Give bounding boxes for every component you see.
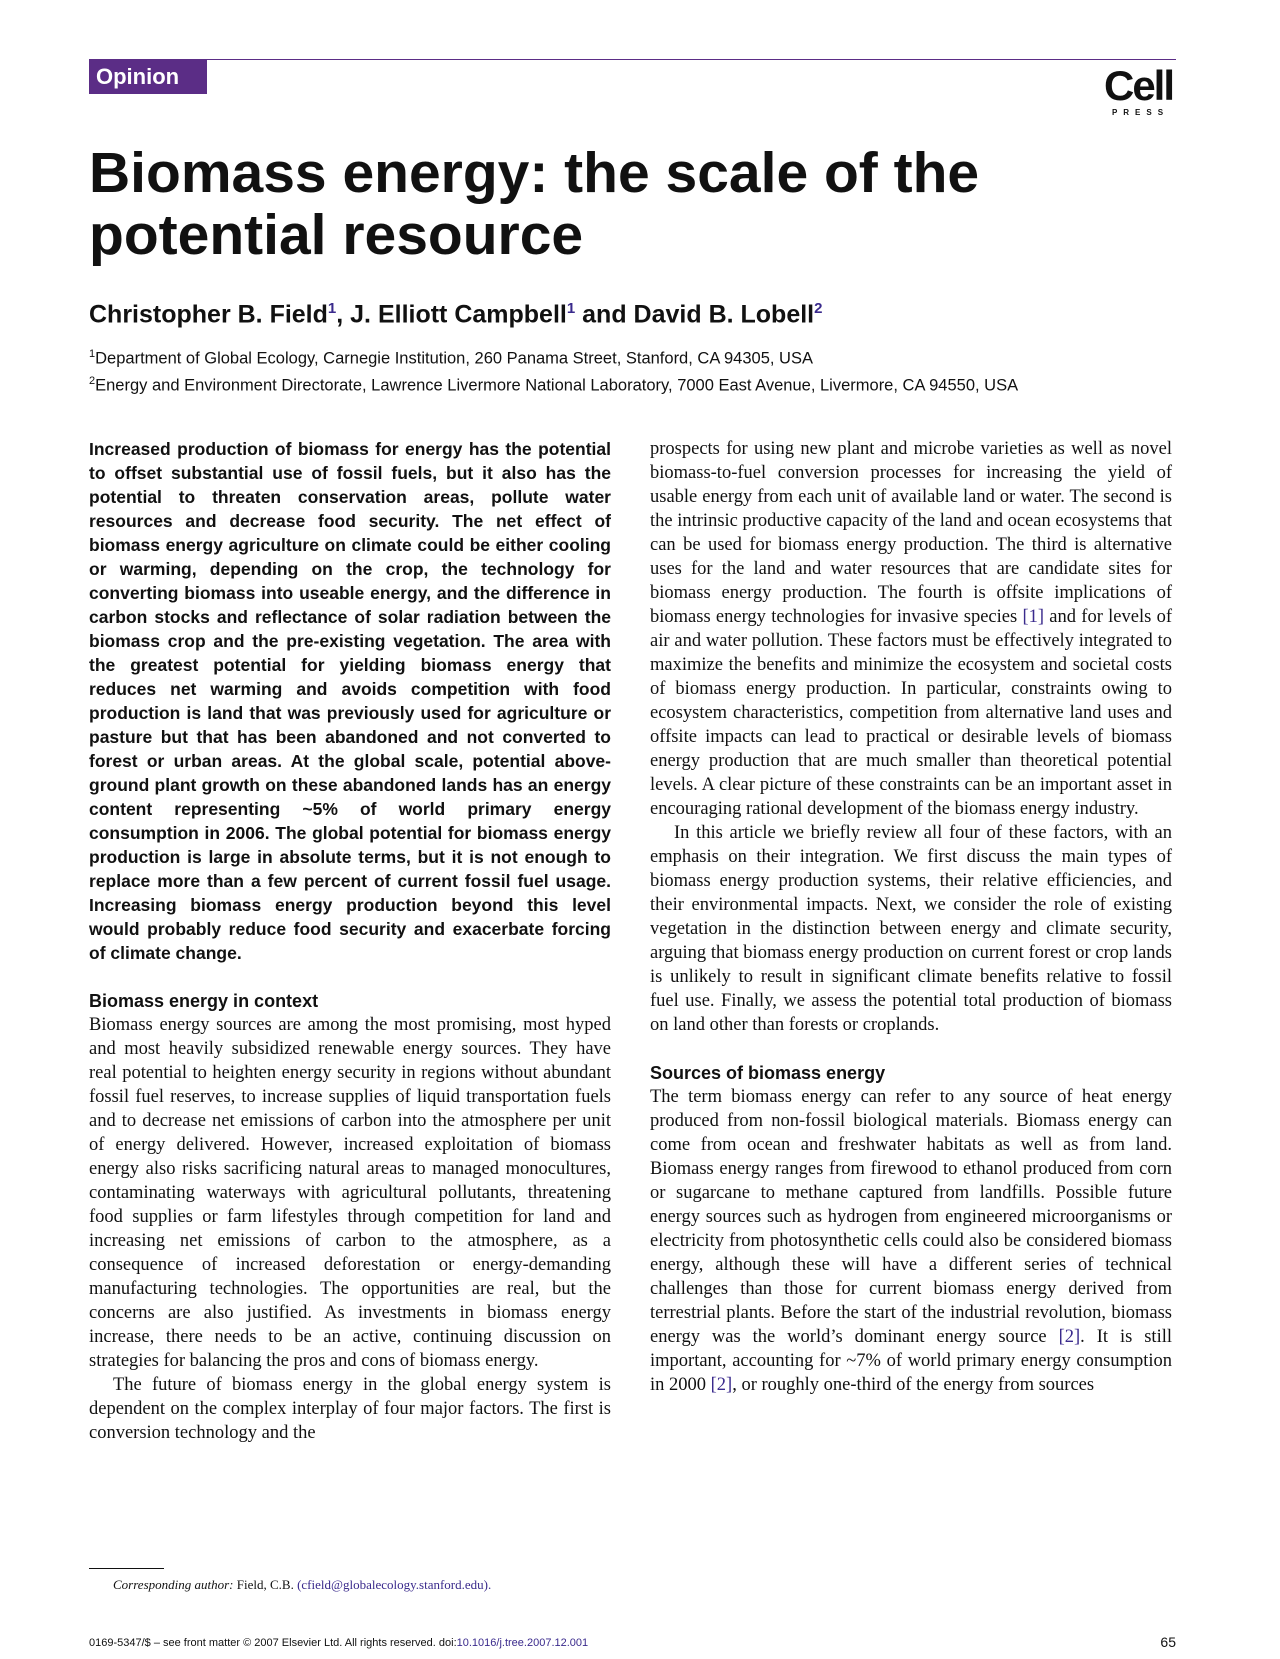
- body-paragraph: Biomass energy sources are among the most promising, most hyped and most heavily subsidized renewable energy sources. They have real potential to heighten energy security in regions without abundant fossil fuel reserves, to increase supplies of liquid transportation fuels and to decrease net emissions of carbon into the atmosphere per unit of energy delivered. However, increased exploitation of biomass energy also risks sacrificing natural areas to managed monocultures, contaminating waterways with agricultural pollutants, threatening food supplies or farm lifestyles through competition for land and increasing net emissions of carbon to the atmosphere, as a consequence of increased deforestation or energy-demanding manufacturing technologies. The opportunities are real, but the concerns are also justified. As investments in biomass energy increase, there needs to be an active, continuing discussion on strategies for balancing the pros and cons of biomass energy.: [89, 1015, 611, 1371]
- affiliation-line: [89, 370, 1018, 397]
- body-paragraph-continued: [650, 437, 1172, 821]
- left-column: [89, 437, 611, 1445]
- body-text: prospects for using new plant and microbe varieties as well as novel biomass-to-fuel conversion processes for increasing the yield of usable energy from each unit of available land or water. The second is the intrinsic productive capacity of the land and ocean ecosystems that can be used for biomass energy production. The third is alternative uses for the land and water resources that are candidate sites for biomass energy production. The fourth is offsite implications of biomass energy technologies for invasive species: [650, 439, 1172, 627]
- affiliation-line: [89, 343, 1018, 370]
- footnote-rule: [89, 1568, 164, 1569]
- header-rule: [89, 59, 1176, 60]
- body-text: and for levels of air and water pollution. These factors must be effectively integrated to maximize the benefits and minimize the ecosystem and societal costs of biomass energy production. In particular, constraints owing to ecosystem characteristics, competition from alternative land uses and offsite impacts can lead to practical or desirable levels of biomass energy production that are much smaller than theoretical potential levels. A clear picture of these constraints can be an important asset in encouraging rational development of the biomass energy industry.: [650, 607, 1172, 819]
- affiliation-text: Department of Global Ecology, Carnegie Institution, 260 Panama Street, Stanford, CA 94305, USA: [95, 349, 813, 368]
- author-name: David B. Lobell: [633, 300, 815, 329]
- citation-link[interactable]: [2]: [1058, 1327, 1081, 1347]
- author-name: Christopher B. Field: [89, 300, 328, 329]
- citation-link[interactable]: [1]: [1022, 607, 1045, 627]
- body-text: , or roughly one-third of the energy from sources: [732, 1375, 1095, 1395]
- abstract: Increased production of biomass for energy has the potential to offset substantial use of fossil fuels, but it also has the potential to threaten conservation areas, pollute water resources and decrease food security. The net effect of biomass energy agriculture on climate could be either cooling or warming, depending on the crop, the technology for converting biomass into useable energy, and the difference in carbon stocks and reflectance of solar radiation between the biomass crop and the pre-existing vegetation. The area with the greatest potential for yielding biomass energy that reduces net warming and avoids competition with food production is land that was previously used for agriculture or pasture but that has been abandoned and not converted to forest or urban areas. At the global scale, potential above-ground plant growth on these abandoned lands has an energy content representing ~5% of world primary energy consumption in 2006. The global potential for biomass energy production is large in absolute terms, but it is not enough to replace more than a few percent of current fossil fuel usage. Increasing biomass energy production beyond this level would probably reduce food security and exacerbate forcing of climate change.: [89, 439, 611, 963]
- section-heading-sources: Sources of biomass energy: [650, 1063, 886, 1083]
- author-affil-marker[interactable]: 1: [327, 300, 337, 317]
- body-paragraph: [650, 1085, 1172, 1397]
- author-separator: and: [575, 300, 634, 329]
- page-number: 65: [1160, 1634, 1176, 1650]
- section-heading-context: Biomass energy in context: [89, 991, 319, 1011]
- issn-text: 0169-5347/$ – see front matter © 2007 Elsevier Ltd. All rights reserved. doi:: [89, 1637, 457, 1649]
- logo-sub-text: PRESS: [1111, 108, 1170, 117]
- affiliation-marker: 2: [89, 374, 96, 387]
- logo-main-text: Cell: [1103, 62, 1174, 109]
- body-text: The term biomass energy can refer to any source of heat energy produced from non-fossil biological materials. Biomass energy can come from ocean and freshwater habitats as well as from land. Biomass energy ranges from firewood to ethanol produced from corn or sugarcane to methane captured from landfills. Possible future energy sources such as hydrogen from engineered microorganisms or electricity from photosynthetic cells could also be considered biomass energy, although these will have a different series of technical challenges than those for current biomass energy derived from terrestrial plants. Before the start of the industrial revolution, biomass energy was the world’s dominant energy source: [650, 1087, 1172, 1347]
- section-badge: Opinion: [89, 60, 207, 94]
- corresponding-name: Field, C.B.: [233, 1577, 298, 1592]
- cell-press-logo: [1101, 62, 1176, 118]
- author-list: [89, 293, 822, 330]
- corresponding-email-link[interactable]: (cfield@globalecology.stanford.edu).: [297, 1577, 492, 1592]
- body-text: . It is still important, accounting for ~7% of world primary energy consumption in 2000: [650, 1327, 1172, 1395]
- author-affil-marker[interactable]: 1: [566, 300, 576, 317]
- right-column: [650, 437, 1172, 1397]
- body-paragraph: The future of biomass energy in the global energy system is dependent on the complex interplay of four major factors. The first is conversion technology and the: [89, 1375, 611, 1443]
- article-title: Biomass energy: the scale of the potential resource: [89, 141, 980, 267]
- author-separator: ,: [336, 300, 351, 329]
- affiliation-marker: 1: [89, 348, 96, 360]
- affiliations: [89, 343, 1018, 396]
- author-name: J. Elliott Campbell: [350, 300, 567, 329]
- affiliation-text: Energy and Environment Directorate, Lawrence Livermore National Laboratory, 7000 East Avenue, Livermore, CA 94550, USA: [95, 376, 1019, 394]
- body-paragraph: In this article we briefly review all four of these factors, with an emphasis on their integration. We first discuss the main types of biomass energy production systems, their relative efficiencies, and their environmental impacts. Next, we consider the role of existing vegetation in the distinction between energy and climate security, arguing that biomass energy production on current forest or crop lands is unlikely to result in significant climate benefits relative to fossil fuel use. Finally, we assess the potential total production of biomass on land other than forests or croplands.: [650, 823, 1172, 1035]
- citation-link[interactable]: [2]: [710, 1375, 733, 1395]
- author-affil-marker[interactable]: 2: [814, 300, 823, 317]
- corresponding-author-note: [113, 1576, 491, 1594]
- doi-link[interactable]: 10.1016/j.tree.2007.12.001: [456, 1637, 589, 1649]
- copyright-line: [89, 1636, 588, 1650]
- corresponding-label: Corresponding author:: [113, 1577, 234, 1592]
